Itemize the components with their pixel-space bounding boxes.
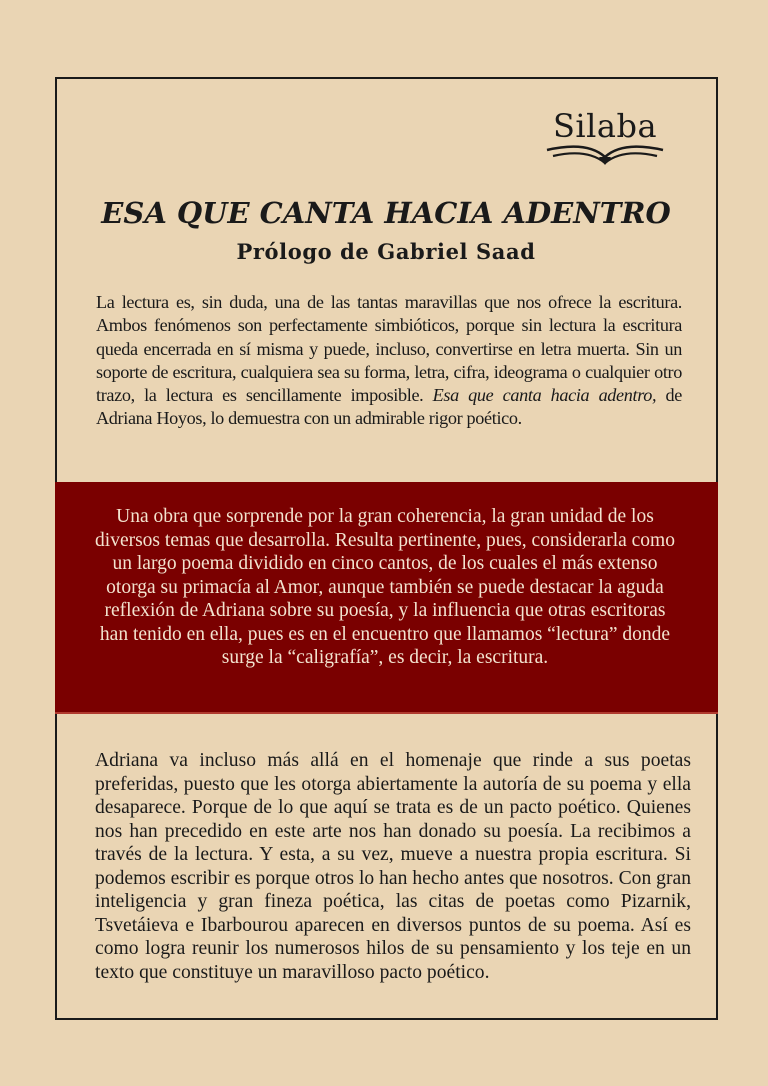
publisher-logo xyxy=(540,108,670,166)
open-book-icon xyxy=(543,144,667,166)
book-title-italic: Esa que canta hacia adentro, xyxy=(432,385,657,406)
page-subtitle: Prólogo de Gabriel Saad xyxy=(236,239,536,264)
intro-text-end: de Adriana Hoyos, lo demuestra con un admirable rigor poético. xyxy=(96,385,682,429)
page-title: ESA QUE CANTA HACIA ADENTRO xyxy=(101,196,671,230)
intro-paragraph xyxy=(96,291,682,431)
body-paragraph: Adriana va incluso más allá en el homenaje que rinde a sus poetas preferidas, puesto que les otorga abiertamente la autoría de su poema y ella desaparece. Porque de lo que aquí se trata es de un pacto poético. Quienes nos han precedido en este arte nos han donado su poesía. La recibimos a través de la lectura. Y esta, a su vez, mueve a nuestra propia escritura. Si podemos escribir es porque otros lo han hecho antes que nosotros. Con gran inteligencia y gran fineza poética, las citas de poetas como Pizarnik, Tsvetáieva e Ibarbourou aparecen en diversos puntos de su poema. Así es como logra reunir los numerosos hilos de su pensamiento y los teje en un texto que constituye un maravilloso pacto poético. xyxy=(95,750,691,983)
logo-text: Silaba xyxy=(552,107,658,145)
intro-text-start: La lectura es, sin duda, una de las tantas maravillas que nos ofrece la escritura. Ambos fenómenos son perfectamente simbióticos, porque sin lectura la escritura queda encerrada en sí misma y puede, incluso, convertirse en letra muerta. Sin un soporte de escritura, cualquiera sea su forma, letra, cifra, ideograma o cualquier otro trazo, la lectura es sencillamente imposible. xyxy=(96,292,682,406)
pull-quote: Una obra que sorprende por la gran coherencia, la gran unidad de los diversos temas que desarrolla. Resulta pertinente, pues, considerarla como un largo poema dividido en cinco cantos, de los cuales el más extenso otorga su primacía al Amor, aunque también se puede destacar la aguda reflexión de Adriana sobre su poesía, y la influencia que otras escritoras han tenido en ella, pues es en el encuentro que llamamos “lectura” donde surge la “caligrafía”, es decir, la escritura. xyxy=(95,506,675,668)
